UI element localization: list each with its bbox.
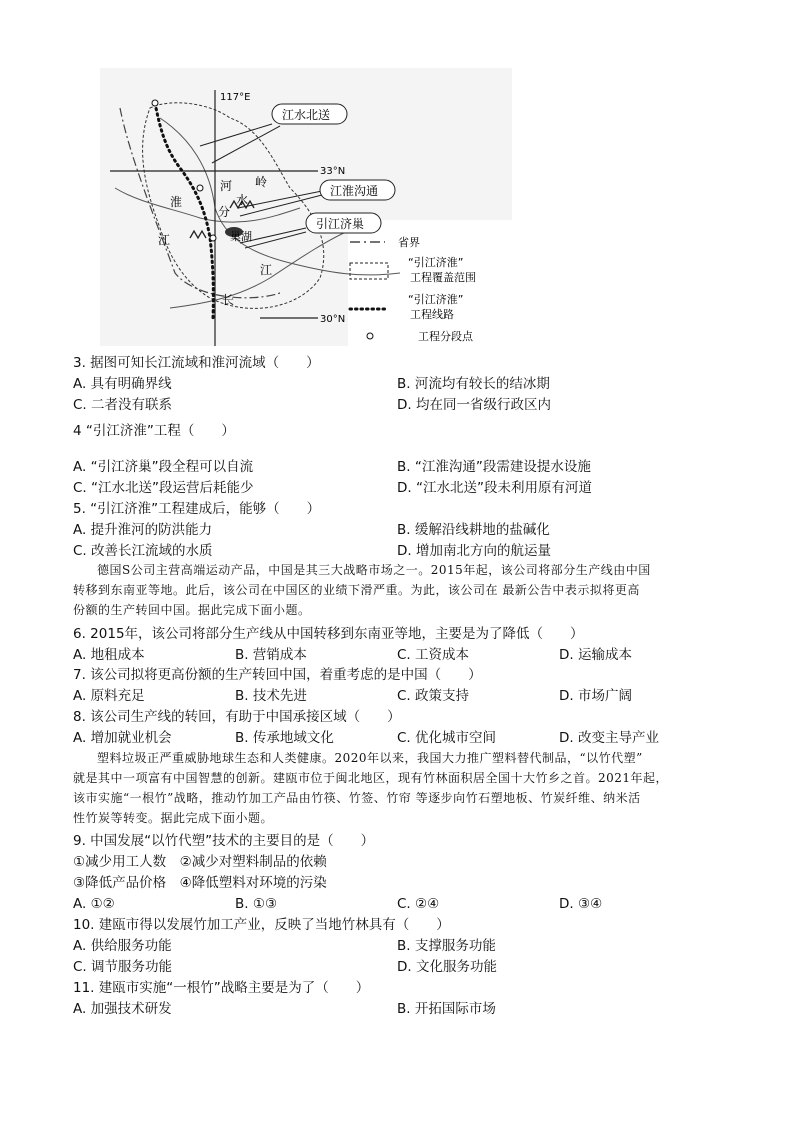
place-label: 巢湖	[230, 230, 252, 243]
question-11-stem: 11. 建瓯市实施“一根竹”战略主要是为了（ ）	[73, 980, 370, 996]
question-4-stem: 4 “引江济淮”工程（ ）	[73, 423, 235, 439]
callout-label: 江淮沟通	[330, 184, 379, 198]
place-label: 分	[218, 205, 231, 219]
place-label: 长	[222, 293, 235, 307]
option-d: D. 增加南北方向的航运量	[397, 543, 551, 559]
passage-2	[73, 748, 725, 828]
option-a: A. 供给服务功能	[73, 938, 172, 954]
option-d: D. 文化服务功能	[397, 959, 497, 975]
question-8-stem: 8. 该公司生产线的转回，有助于中国承接区域（ ）	[73, 709, 401, 725]
segment-node	[197, 185, 203, 191]
legend-coverage-2: 工程覆盖范围	[410, 271, 476, 284]
question-9-items-2: ③降低产品价格 ④降低塑料对环境的污染	[73, 875, 327, 891]
option-c: C. 调节服务功能	[73, 959, 173, 975]
legend-province: 省界	[398, 236, 420, 249]
place-label: 水	[236, 193, 249, 207]
passage-line: 就是其中一项富有中国智慧的创新。建瓯市位于闽北地区，现有竹林面积居全国十大竹乡之首。2021年起，	[73, 771, 669, 785]
option-d: D. 运输成本	[559, 647, 632, 663]
place-label: 江	[260, 263, 273, 277]
legend-route-1: “引江济淮”	[408, 293, 464, 306]
option-b: B. 缓解沿线耕地的盐碱化	[397, 522, 550, 538]
option-a: A. ①②	[73, 896, 115, 912]
question-9-stem: 9. 中国发展“以竹代塑”技术的主要目的是（ ）	[73, 833, 375, 849]
question-7-stem: 7. 该公司拟将更高份额的生产转回中国，着重考虑的是中国（ ）	[73, 667, 482, 683]
option-a: A. 地租成本	[73, 647, 145, 663]
option-b: B. “江淮沟通”段需建设提水设施	[397, 459, 591, 475]
option-b: B. 传承地域文化	[235, 730, 334, 746]
passage-line: 转移到东南亚等地。此后，该公司在中国区的业绩下滑严重。为此，该公司在 最新公告中表示拟将更高	[73, 583, 640, 597]
legend-route-2: 工程线路	[410, 308, 454, 321]
option-b: B. 开拓国际市场	[397, 1001, 496, 1017]
legend-coverage-1: “引江济淮”	[408, 256, 464, 269]
passage-line: 塑料垃圾正严重威胁地球生态和人类健康。2020年以来，我国大力推广塑料替代制品，“以竹代塑”	[97, 751, 643, 765]
option-c: C. 优化城市空间	[397, 730, 497, 746]
question-5-stem: 5. “引江济淮”工程建成后，能够（ ）	[73, 501, 321, 517]
option-a: A. “引江济巢”段全程可以自流	[73, 459, 254, 475]
option-c: C. 工资成本	[397, 647, 470, 663]
passage-line: 该市实施“一根竹”战略，推动竹加工产品由竹筷、竹签、竹帘 等逐步向竹石塑地板、竹炭纤维、纳米活	[73, 791, 641, 805]
segment-node	[210, 235, 216, 241]
option-c: C. “江水北送”段运营后耗能少	[73, 480, 254, 496]
option-b: B. 技术先进	[235, 688, 307, 704]
passage-line: 份额的生产转回中国。据此完成下面小题。	[73, 603, 311, 617]
passage-1	[73, 560, 725, 620]
option-a: A. 加强技术研发	[73, 1001, 172, 1017]
place-label: 河	[220, 179, 233, 193]
option-c: C. 政策支持	[397, 688, 470, 704]
option-a: A. 原料充足	[73, 688, 145, 704]
place-label: 江	[158, 233, 171, 247]
option-d: D. “江水北送”段未利用原有河道	[397, 480, 592, 496]
callout-label: 江水北送	[282, 108, 331, 122]
option-a: A. 增加就业机会	[73, 730, 172, 746]
legend-node-symbol	[367, 333, 373, 339]
option-a: A. 具有明确界线	[73, 376, 172, 392]
option-a: A. 提升淮河的防洪能力	[73, 522, 213, 538]
question-6-stem: 6. 2015年，该公司将部分生产线从中国转移到东南亚等地，主要是为了降低（ ）	[73, 626, 584, 642]
map-figure	[100, 68, 512, 346]
option-b: B. 营销成本	[235, 647, 307, 663]
option-b: B. 河流均有较长的结冰期	[397, 376, 550, 392]
option-d: D. ③④	[559, 896, 603, 912]
option-d: D. 市场广阔	[559, 688, 632, 704]
option-c: C. 二者没有联系	[73, 397, 173, 413]
option-b: B. ①③	[235, 896, 278, 912]
passage-line: 德国S公司主营高端运动产品，中国是其三大战略市场之一。2015年起，该公司将部分生产线由中国	[97, 563, 651, 577]
place-label: 岭	[255, 175, 268, 189]
legend-node: 工程分段点	[418, 330, 473, 343]
option-d: D. 改变主导产业	[559, 730, 659, 746]
segment-node	[152, 100, 158, 106]
option-d: D. 均在同一省级行政区内	[397, 397, 551, 413]
place-label: 淮	[170, 195, 183, 209]
option-c: C. ②④	[397, 896, 440, 912]
option-c: C. 改善长江流域的水质	[73, 543, 213, 559]
passage-line: 性竹炭等转变。据此完成下面小题。	[73, 811, 274, 825]
map-svg	[100, 68, 512, 346]
option-b: B. 支撑服务功能	[397, 938, 496, 954]
lat2-label: 30°N	[320, 314, 346, 325]
question-3-stem: 3. 据图可知长江流域和淮河流域（ ）	[73, 355, 320, 371]
question-10-stem: 10. 建瓯市得以发展竹加工产业，反映了当地竹林具有（ ）	[73, 917, 450, 933]
question-9-items-1: ①减少用工人数 ②减少对塑料制品的依赖	[73, 854, 327, 870]
lon-label: 117°E	[220, 92, 251, 103]
callout-label: 引江济巢	[316, 217, 365, 231]
lat1-label: 33°N	[320, 166, 346, 177]
